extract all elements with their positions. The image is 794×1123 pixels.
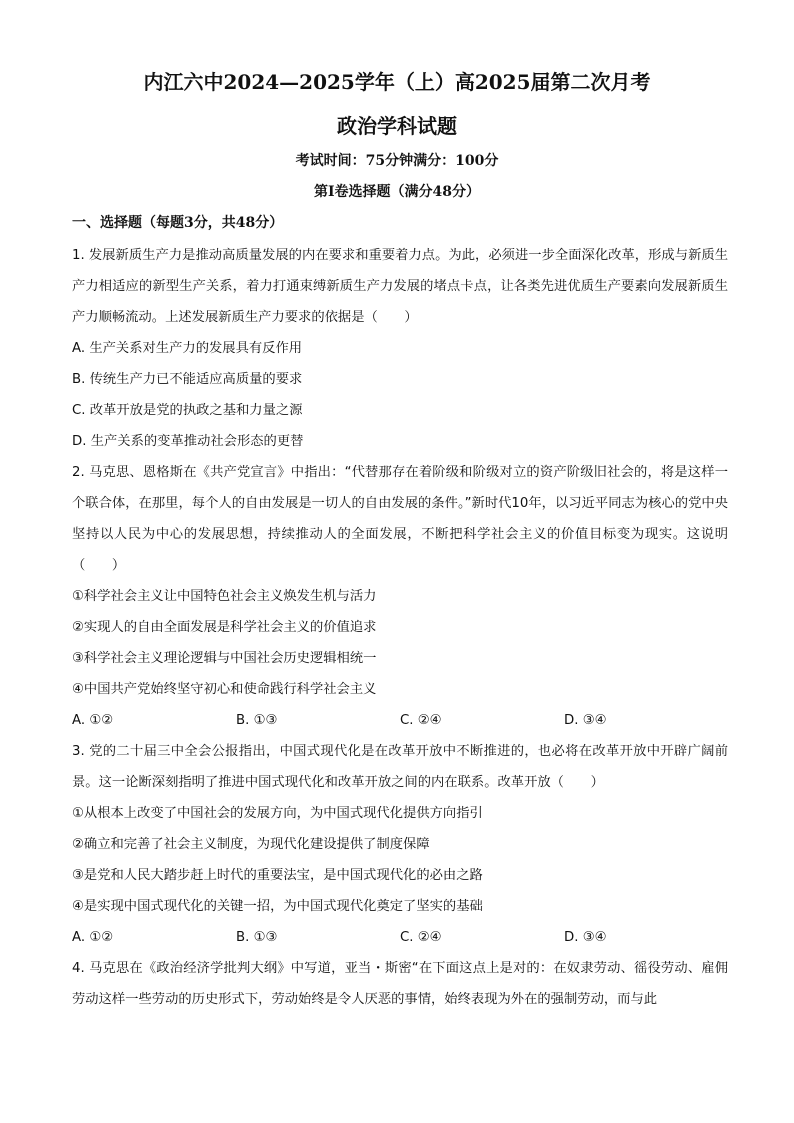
exam-subtitle: 政治学科试题 bbox=[337, 114, 457, 138]
question-3-choices bbox=[72, 922, 728, 953]
question-2-stem: 2. 马克思、恩格斯在《共产党宣言》中指出：“代替那存在着阶级和阶级对立的资产阶级旧社会的，将是这样一个联合体，在那里，每个人的自由发展是一切人的自由发展的条件。”新时代10年，以习近平同志为核心的党中央坚持以人民为中心的发展思想，持续推动人的全面发展，不断把科学社会主义的价值目标变为现实。这说明（ ） bbox=[72, 465, 728, 573]
question-3-choice-a: A. ①② bbox=[72, 930, 114, 945]
exam-title: 内江六中2024—2025学年（上）高2025届第二次月考 bbox=[143, 70, 651, 94]
question-3-item-2: ②确立和完善了社会主义制度，为现代化建设提供了制度保障 bbox=[72, 837, 430, 852]
question-3-item-3: ③是党和人民大踏步赶上时代的重要法宝，是中国式现代化的必由之路 bbox=[72, 868, 483, 883]
question-3-choice-c: C. ②④ bbox=[400, 930, 442, 945]
question-3-item-1: ①从根本上改变了中国社会的发展方向，为中国式现代化提供方向指引 bbox=[72, 806, 483, 821]
question-1-stem: 1. 发展新质生产力是推动高质量发展的内在要求和重要着力点。为此，必须进一步全面深化改革，形成与新质生产力相适应的新型生产关系，着力打通束缚新质生产力发展的堵点卡点，让各类先进优质生产要素向发展新质生产力顺畅流动。上述发展新质生产力要求的依据是（ ） bbox=[72, 248, 728, 325]
questions-body bbox=[72, 240, 728, 1015]
question-1-option-b: B. 传统生产力已不能适应高质量的要求 bbox=[72, 372, 303, 387]
question-3-choice-b: B. ①③ bbox=[236, 930, 278, 945]
question-2-choice-d: D. ③④ bbox=[564, 713, 607, 728]
question-2-choice-c: C. ②④ bbox=[400, 713, 442, 728]
question-3-choice-d: D. ③④ bbox=[564, 930, 607, 945]
part-title: 第Ⅰ卷选择题（满分48分） bbox=[313, 184, 481, 200]
question-2-item-2: ②实现人的自由全面发展是科学社会主义的价值追求 bbox=[72, 620, 377, 635]
question-4-stem: 4. 马克思在《政治经济学批判大纲》中写道，亚当・斯密“在下面这点上是对的：在奴隶劳动、徭役劳动、雇佣劳动这样一些劳动的历史形式下，劳动始终是令人厌恶的事情，始终表现为外在的强制劳动，而与此 bbox=[72, 961, 728, 1007]
question-2-choice-a: A. ①② bbox=[72, 713, 114, 728]
question-1-option-a: A. 生产关系对生产力的发展具有反作用 bbox=[72, 341, 303, 356]
question-2-choices bbox=[72, 705, 728, 736]
exam-info: 考试时间：75分钟满分：100分 bbox=[295, 153, 499, 169]
question-2-choice-b: B. ①③ bbox=[236, 713, 278, 728]
question-2-item-4: ④中国共产党始终坚守初心和使命践行科学社会主义 bbox=[72, 682, 377, 697]
question-3-stem: 3. 党的二十届三中全会公报指出，中国式现代化是在改革开放中不断推进的，也必将在改革开放中开辟广阔前景。这一论断深刻指明了推进中国式现代化和改革开放之间的内在联系。改革开放（ ） bbox=[72, 744, 728, 790]
question-2-item-3: ③科学社会主义理论逻辑与中国社会历史逻辑相统一 bbox=[72, 651, 377, 666]
question-1-option-c: C. 改革开放是党的执政之基和力量之源 bbox=[72, 403, 303, 418]
section-heading: 一、选择题（每题3分，共48分） bbox=[72, 215, 284, 231]
question-2-item-1: ①科学社会主义让中国特色社会主义焕发生机与活力 bbox=[72, 589, 377, 604]
question-1-option-d: D. 生产关系的变革推动社会形态的更替 bbox=[72, 434, 304, 449]
question-3-item-4: ④是实现中国式现代化的关键一招，为中国式现代化奠定了坚实的基础 bbox=[72, 899, 483, 914]
